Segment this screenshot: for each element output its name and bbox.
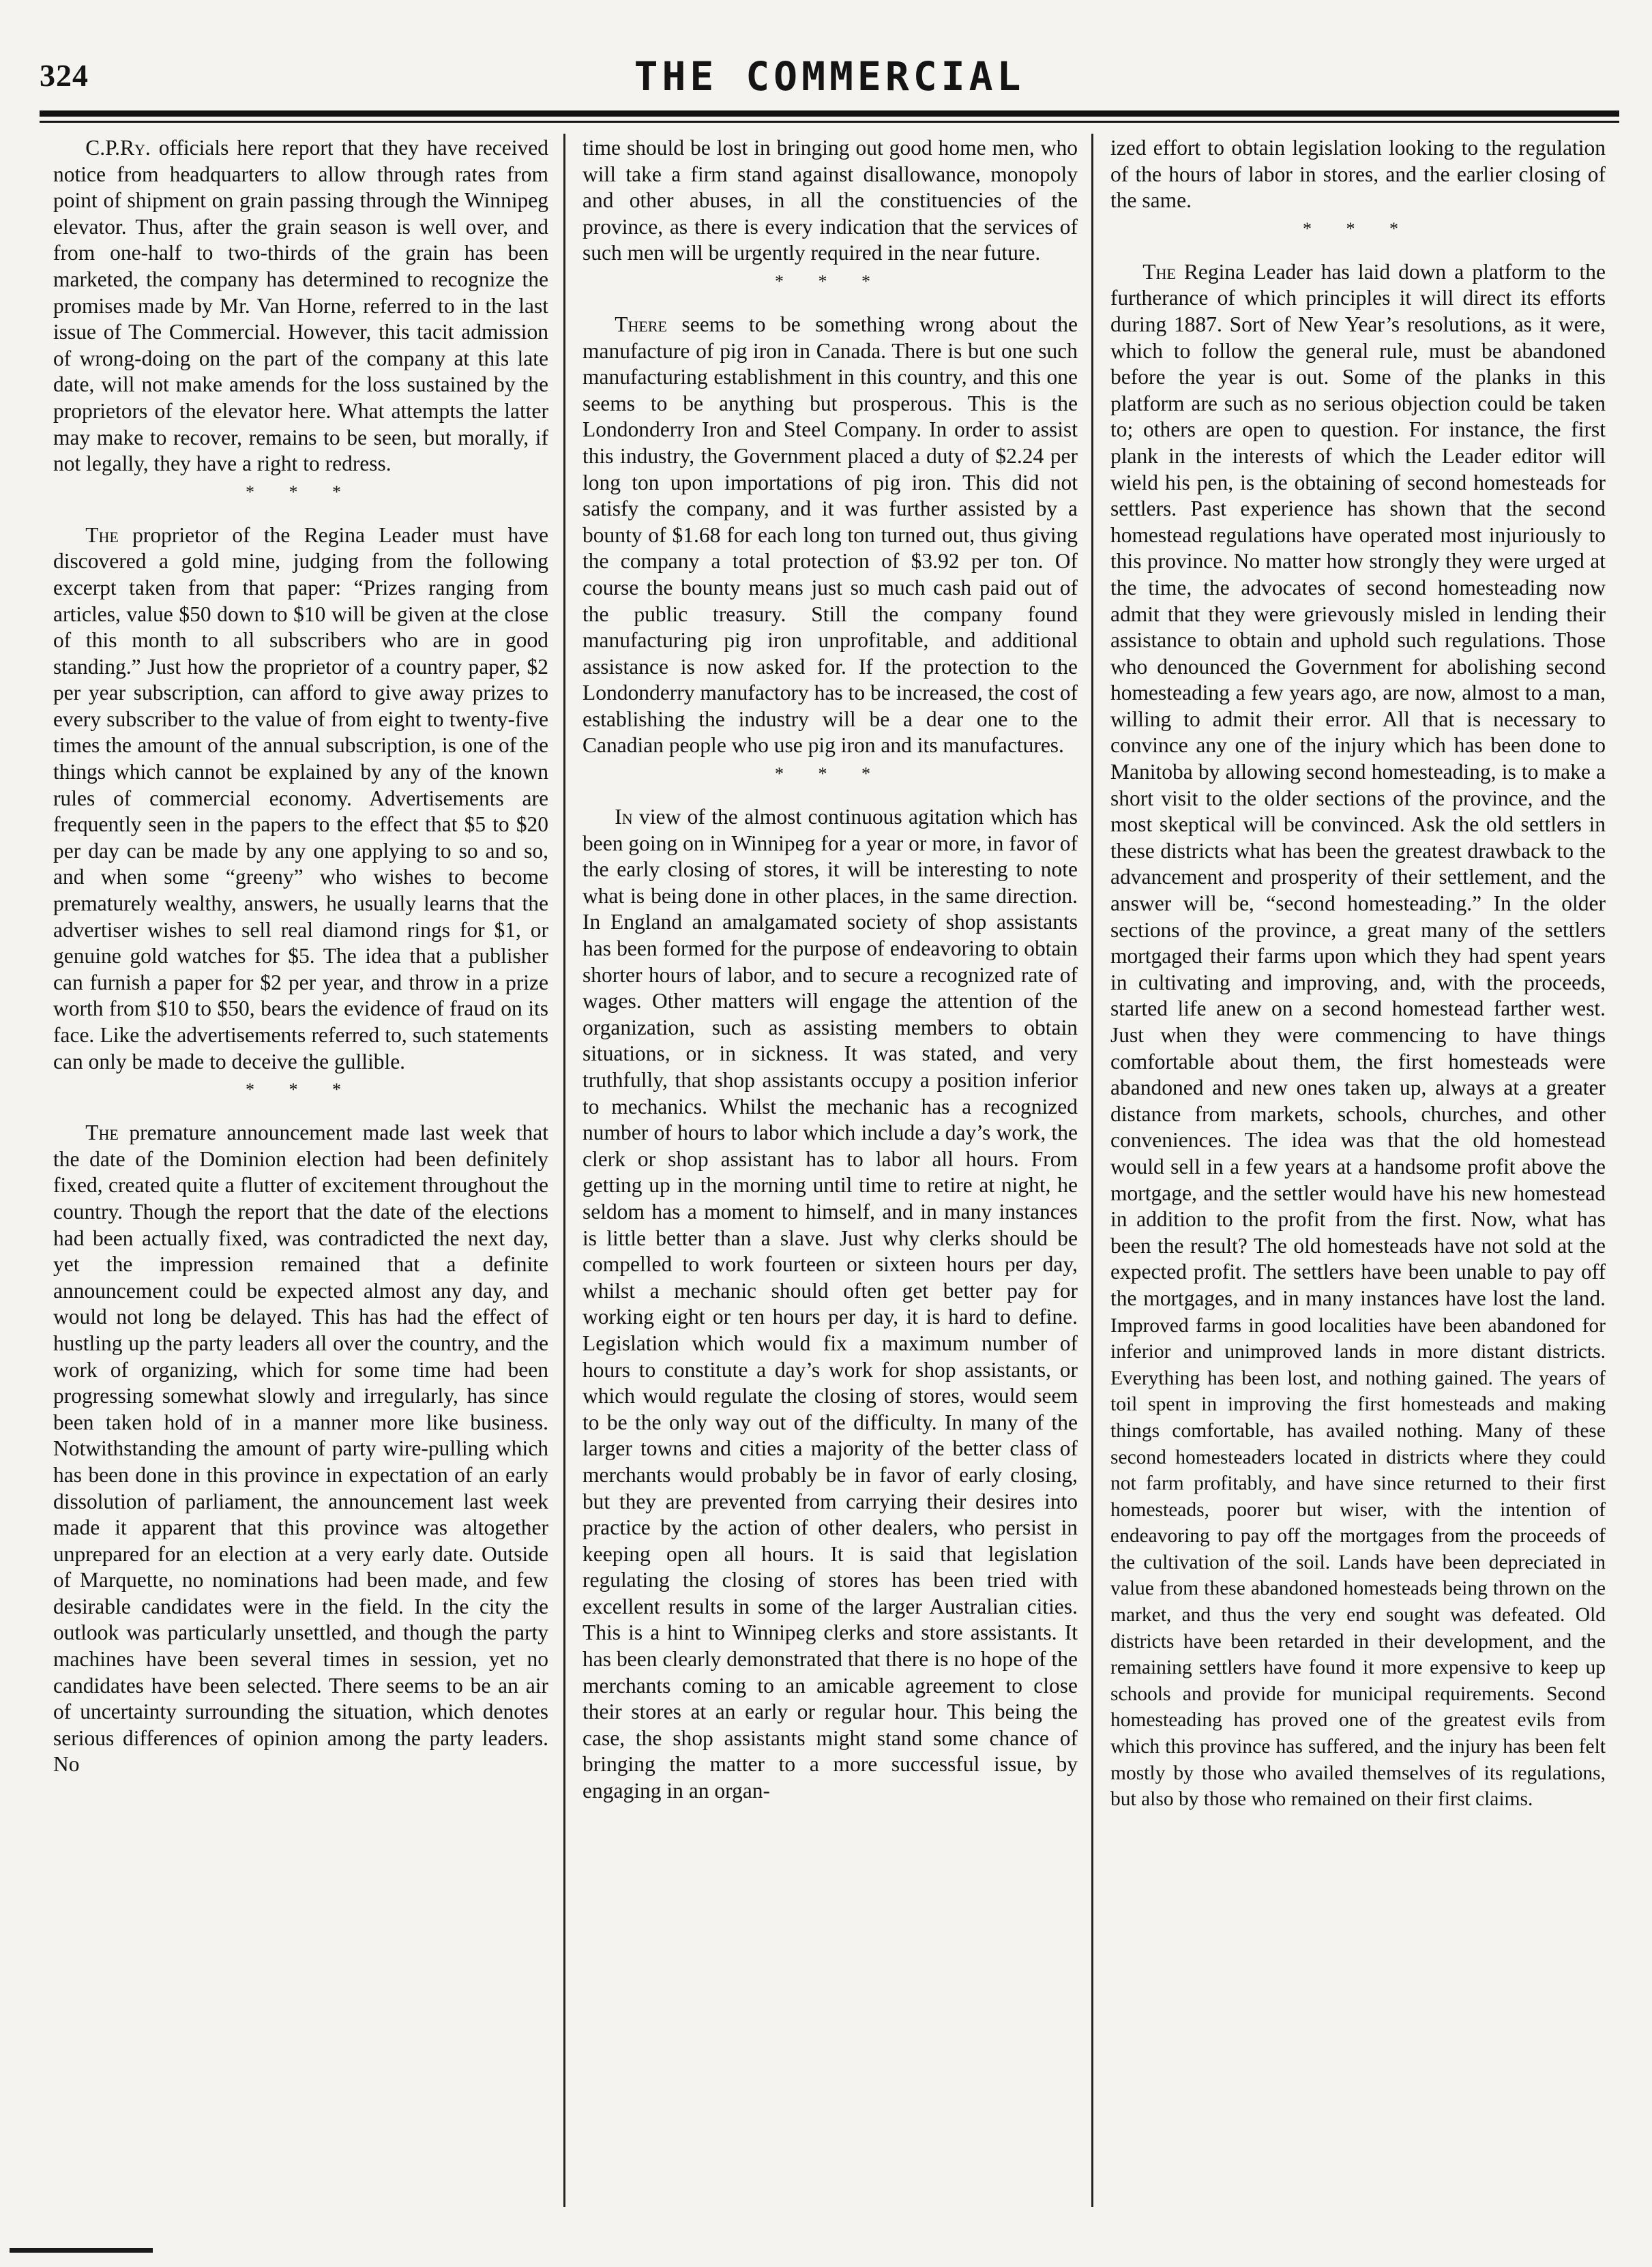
article-text: view of the almost continuous agitation which has been going on in Winnipeg for a year or more, in favor of the early closing of stores, it will be interesting to note what is being done in other places, in the same direction. In England an amalgamated society of shop assistants has been formed for the purpose of endeavoring to obtain shorter hours of labor, and to secure a recognized rate of wages. Other matters will engage the attention of the organization, such as assisting members to obtain situations, or in sickness. It was stated, and very truthfully, that shop assistants occupy a position inferior to mechanics. Whilst the mechanic has a recognized number of hours to labor which include a day’s work, the clerk or shop assistant has to labor all hours. From getting up in the morning until time to retire at night, he seldom has a moment to himself, and in many instances is little better than a slave. Just why clerks should be compelled to work fourteen or sixteen hours per day, whilst a mechanic should often get better pay for working eight or ten hours per day, it is hard to define. Legislation which would fix a maximum number of hours to constitute a day’s work for shop assistants, or which would regulate the closing of stores, would seem to be the only way out of the difficulty. In many of the larger towns and cities a majority of the better class of merchants would probably be in favor of early closing, but they are prevented from carrying their desires into practice by the action of other dealers, who persist in keeping open all hours. It is said that legislation regulating the closing of stores has been tried with excellent results in some of the larger Australian cities. This is a hint to Winnipeg clerks and store assistants. It has been clearly demonstrated that there is no hope of the merchants coming to an amicable agreement to close their stores at an early or regular hour. This being the case, the shop assistants might stand some chance of bringing the matter to a more successful issue, by engaging in an organ- [582,805,1078,1803]
article-paragraph [53,1120,548,1778]
article-lead: C.P.Ry. [85,136,151,160]
column-2 [582,135,1078,2208]
article-lead: There [615,312,667,336]
article-lead: The [85,1121,119,1145]
bottom-rule-fragment [10,2248,153,2253]
article-paragraph [582,804,1078,1805]
section-separator: * * * [1303,218,1413,239]
article-lead: The [85,522,119,547]
article-text: proprietor of the Regina Leader must have discovered a gold mine, judging from the following excerpt taken from that paper: “Prizes ranging from articles, value $50 down to $10 will be given at the close of this month to all subscribers who are in good standing.” Just how the proprietor of a country paper, $2 per year subscription, can afford to give away prizes to every subscriber to the value of from eight to twenty-five times the amount of the annual subscription, is one of the things which cannot be explained by any of the known rules of commercial economy. Advertisements are frequently seen in the papers to the effect that $5 to $20 per day can be made by any one applying to so and so, and when some “greeny” who wishes to become prematurely wealthy, answers, he usually learns that the advertiser wishes to sell real diamond rings for $1, or genuine gold watches for $5. The idea that a publisher can furnish a paper for $2 per year, and throw in a prize worth from $10 to $50, bears the evidence of fraud on its face. Like the advertisements referred to, such statements can only be made to deceive the gullible. [53,522,548,1073]
column-1 [53,135,548,2208]
article-paragraph [53,135,548,477]
column-divider-1 [563,134,565,2207]
article-paragraph [1110,135,1606,214]
header-rule-thick [40,110,1619,117]
article-text: ized effort to obtain legislation looking to the regulation of the hours of labor in stores, and the earlier closing of the same. [1110,136,1606,213]
article-text-small: Improved farms in good localities have been abandoned for inferior and unimproved lands in more distant districts. Everything has been lost, and nothing gained. The years of toil spent in improving the first homesteads and making things comfortable, has availed nothing. Many of these second homesteaders located in districts where they could not farm profitably, and have since returned to their first homesteads, poorer but wiser, with the intention of endeavoring to pay off the mortgages from the proceeds of the cultivation of the soil. Lands have been depreciated in value from these abandoned homesteads being thrown on the market, and thus the very end sought was defeated. Old districts have been retarded in their development, and the remaining settlers have found it more expensive to keep up schools and provide for municipal requirements. Second homesteading has proved one of the greatest evils from which this province has suffered, and the injury has been felt mostly by those who availed themselves of its regulations, but also by those who remained on their first claims. [1110,1314,1606,1811]
article-paragraph [53,522,548,1075]
article-text: seems to be something wrong about the manufacture of pig iron in Canada. There is but one such manufacturing establishment in this country, and this one seems to be anything but prosperous. This is the Londonderry Iron and Steel Company. In order to assist this industry, the Government placed a duty of $2.24 per long ton upon importations of pig iron. This did not satisfy the company, and it was further assisted by a bounty of $1.68 for each long ton turned out, thus giving the company a total protection of $3.92 per ton. Of course the bounty means just so much cash paid out of the public treasury. Still the company found manufacturing pig iron unprofitable, and additional assistance is now asked for. If the protection to the Londonderry manufactory has to be increased, the cost of establishing the industry will be a dear one to the Canadian people who use pig iron and its manufactures. [582,312,1078,758]
masthead [40,53,1619,108]
article-lead: In [615,805,633,829]
header-rule-thin [40,121,1619,123]
article-text: Regina Leader has laid down a platform to the furtherance of which principles it will direct its efforts during 1887. Sort of New Year’s resolutions, as it were, which to follow the general rule, must be abandoned before the year is out. Some of the planks in this platform are such as no serious objection could be taken to; others are open to question. For instance, the first plank in the interests of which the Leader editor will wield his pen, is the obtaining of second homesteads for settlers. Past experience has shown that the second homestead regulations have operated most injuriously to this province. No matter how strongly they were urged at the time, the advocates of second homesteading now admit that they were grievously misled in lending their assistance to obtain and uphold such regulations. Those who denounced the Government for abolishing second homesteading a few years ago, are now, almost to a man, willing to admit their error. All that is necessary to convince any one of the injury which has been done to Manitoba by allowing second homesteading, is to make a short visit to the older sections of the province, and the most skeptical will be convinced. Ask the old settlers in these districts what has been the greatest drawback to the advancement and prosperity of their settlement, and the answer will be, “second homesteading.” In the older sections of the province, a great many of the settlers mortgaged their farms upon which they had spent years in cultivating and improving, and, with the proceeds, started life anew on a second homestead farther west. Just when they were commencing to have things comfortable about them, the first homesteads were abandoned and new ones taken up, always at a greater distance from markets, schools, churches, and other conveniences. The idea was that the old homestead would sell in a few years at a handsome profit above the mortgage, and the settler would have his new homestead in addition to the profit from the first. Now, what has been the result? The old homesteads have not sold at the expected profit. The settlers have been unable to pay off the mortgages, and in many instances have lost the land. [1110,259,1606,1310]
page-number: 324 [40,58,89,93]
section-separator: * * * [775,271,885,291]
section-separator: * * * [246,1080,356,1100]
article-paragraph [582,135,1078,267]
article-text: time should be lost in bringing out good home men, who will take a firm stand against disallowance, monopoly and other abuses, in all the constituencies of the province, as there is every indication that the services of such men will be urgently required in the near future. [582,136,1078,265]
column-3 [1110,135,1606,2208]
column-divider-2 [1091,134,1093,2207]
article-lead: The [1142,259,1176,284]
publication-title: THE COMMERCIAL [634,53,1025,100]
article-text: officials here report that they have received notice from headquarters to allow through rates from point of shipment on grain passing through the Winnipeg elevator. Thus, after the grain season is well over, and from one-half to two-thirds of the grain has been marketed, the company has determined to recognize the promises made by Mr. Van Horne, referred to in the last issue of The Commercial. However, this tacit admission of wrong-doing on the part of the company at this late date, will not make amends for the loss sustained by the proprietors of the elevator here. What attempts the latter may make to recover, remains to be seen, but morally, if not legally, they have a right to redress. [53,136,548,476]
section-separator: * * * [775,764,885,784]
article-text: premature announcement made last week that the date of the Dominion election had been definitely fixed, created quite a flutter of excitement throughout the country. Though the report that the date of the elections had been actually fixed, was contradicted the next day, yet the impression remained that a definite announcement could be expected almost any day, and would not long be delayed. This has had the effect of hustling up the party leaders all over the country, and the work of organizing, which for some time had been progressing somewhat slowly and irregularly, has since been taken hold of in a manner more like business. Notwithstanding the amount of party wire-pulling which has been done in this province in expectation of an early dissolution of parliament, the announcement last week made it apparent that this province was altogether unprepared for an election at a very early date. Outside of Marquette, no nominations had been made, and few desirable candidates were in the field. In the city the outlook was particularly unsettled, and though the party machines have been several times in session, yet no candidates have been selected. There seems to be an air of uncertainty surrounding the situation, which denotes serious differences of opinion among the party leaders. No [53,1121,548,1777]
article-paragraph [1110,259,1606,1812]
article-paragraph [582,312,1078,759]
section-separator: * * * [246,481,356,502]
